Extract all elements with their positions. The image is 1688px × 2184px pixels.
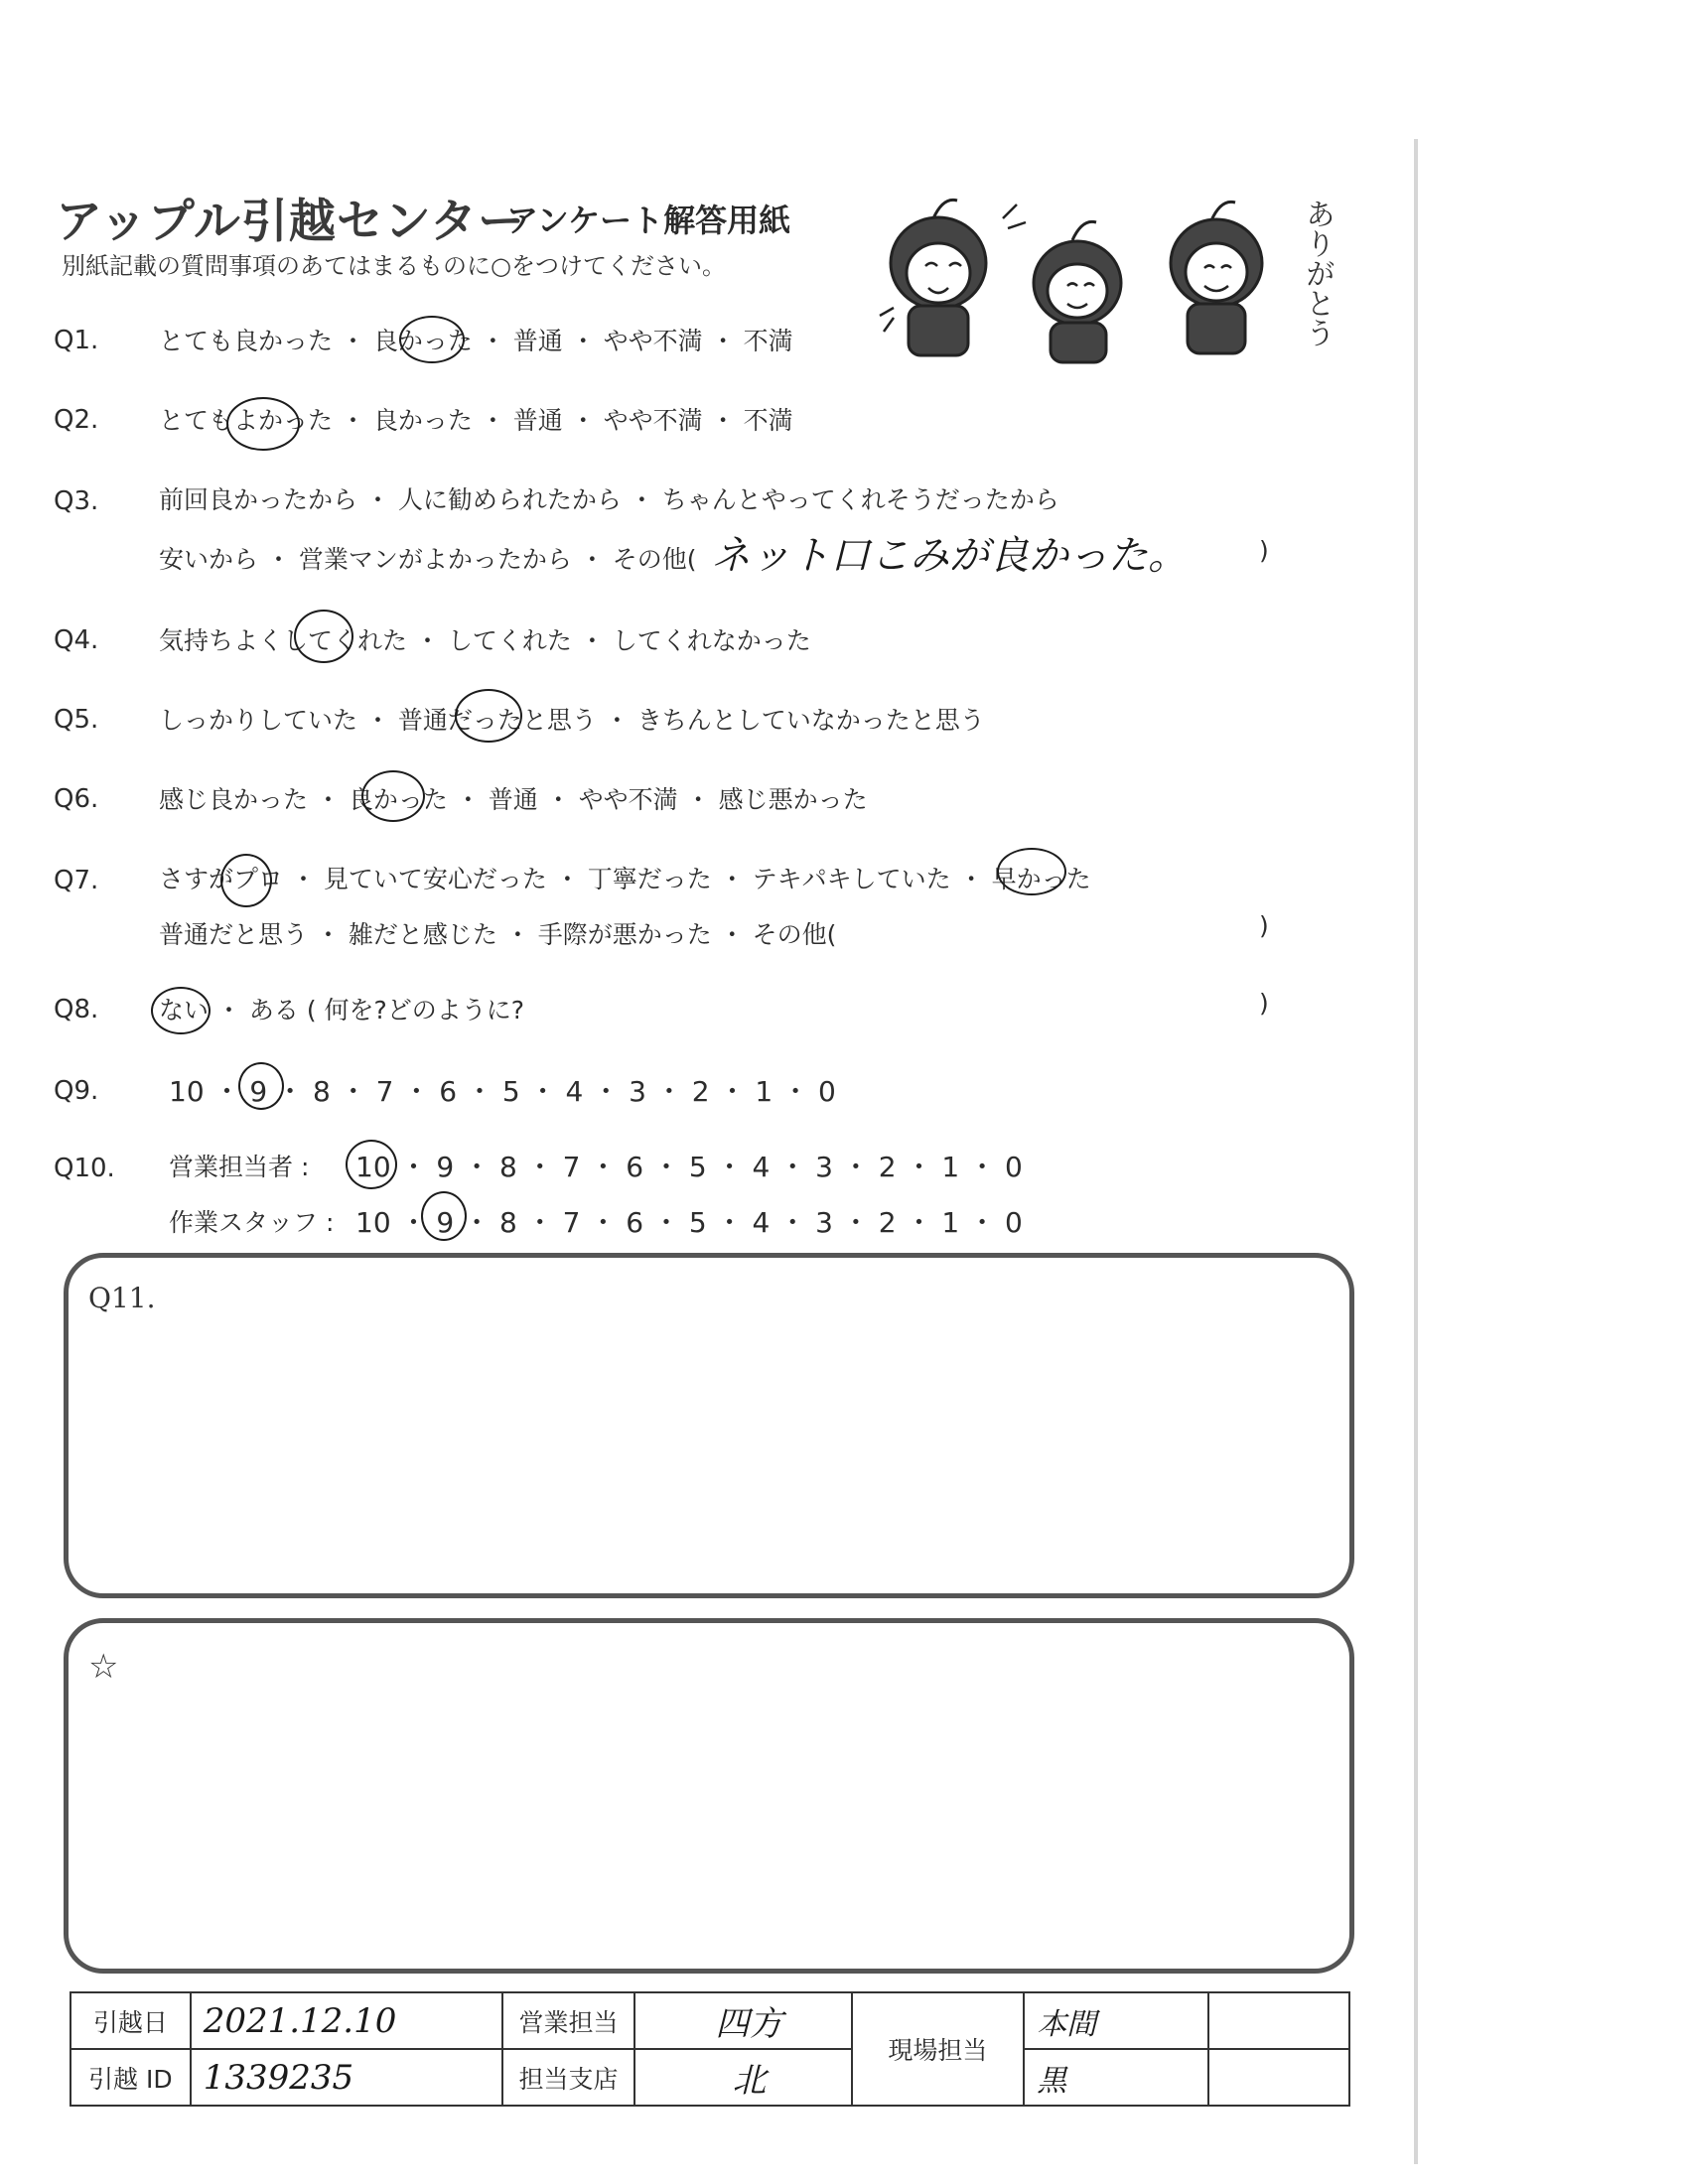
star-box-label: ☆ xyxy=(88,1647,119,1687)
q1-label: Q1. xyxy=(54,326,99,355)
q9-selected-circle[interactable] xyxy=(238,1062,284,1110)
q11-box-label: Q11. xyxy=(88,1282,156,1314)
branch-label: 担当支店 xyxy=(502,2049,635,2106)
site-rep-extra-cell-2[interactable] xyxy=(1208,2049,1349,2106)
q7-close-paren: ) xyxy=(1259,911,1269,940)
q3-label: Q3. xyxy=(54,486,99,516)
q11-comment-box[interactable] xyxy=(64,1253,1354,1598)
q10-sales-label: 営業担当者 : xyxy=(169,1153,310,1181)
q6-selected-circle[interactable] xyxy=(361,770,425,822)
q5-label: Q5. xyxy=(54,705,99,735)
q10-sales-scale: 10 ・ 9 ・ 8 ・ 7 ・ 6 ・ 5 ・ 4 ・ 3 ・ 2 ・ 1 ・ 0 xyxy=(355,1151,1023,1183)
q7-selected-circle-2[interactable] xyxy=(997,848,1066,895)
scan-page-edge xyxy=(1414,139,1418,2164)
q10-staff-label: 作業スタッフ : xyxy=(169,1208,335,1237)
sales-rep-label: 営業担当 xyxy=(502,1992,635,2049)
q5-selected-circle[interactable] xyxy=(455,689,522,743)
q9-label: Q9. xyxy=(54,1076,99,1106)
q5-options: しっかりしていた ・ 普通だったと思う ・ きちんとしていなかったと思う xyxy=(159,706,985,735)
q7-options-line1: さすがプロ ・ 見ていて安心だった ・ 丁寧だった ・ テキパキしていた ・ 早かった xyxy=(159,865,1091,893)
q3-options-line1: 前回良かったから ・ 人に勧められたから ・ ちゃんとやってくれそうだったから xyxy=(159,485,1059,514)
q7-selected-circle-1[interactable] xyxy=(220,854,272,907)
q7-label: Q7. xyxy=(54,866,99,895)
site-rep-value-1[interactable]: 本間 xyxy=(1024,1992,1208,2049)
instruction-text: 別紙記載の質問事項のあてはまるものに○をつけてください。 xyxy=(62,252,726,280)
move-id-value[interactable]: 1339235 xyxy=(191,2049,502,2106)
q2-options: とてもよかった ・ 良かった ・ 普通 ・ やや不満 ・ 不満 xyxy=(159,406,793,435)
site-rep-value-2[interactable]: 黒 xyxy=(1024,2049,1208,2106)
q2-label: Q2. xyxy=(54,405,99,435)
branch-value[interactable]: 北 xyxy=(634,2049,851,2106)
move-info-table xyxy=(70,1991,1350,2107)
q8-selected-circle[interactable] xyxy=(151,987,211,1034)
q4-label: Q4. xyxy=(54,625,99,655)
q3-other-handwritten[interactable]: ネット口こみが良かった。 xyxy=(711,533,1188,579)
company-name: アップル引越センター xyxy=(56,195,525,249)
site-rep-label: 現場担当 xyxy=(852,1992,1025,2106)
q2-selected-circle[interactable] xyxy=(226,397,300,451)
star-comment-box[interactable] xyxy=(64,1618,1354,1974)
q10-sales-selected-circle[interactable] xyxy=(346,1140,397,1189)
q6-label: Q6. xyxy=(54,784,99,814)
q10-staff-scale: 10 ・ 9 ・ 8 ・ 7 ・ 6 ・ 5 ・ 4 ・ 3 ・ 2 ・ 1 ・ 0 xyxy=(355,1206,1023,1239)
monkey-mascots-illustration xyxy=(864,179,1331,367)
q9-scale: 10 ・ 9 ・ 8 ・ 7 ・ 6 ・ 5 ・ 4 ・ 3 ・ 2 ・ 1 ・ 0 xyxy=(169,1075,836,1108)
q1-options: とても良かった ・ 良かった ・ 普通 ・ やや不満 ・ 不満 xyxy=(159,327,793,355)
q10-label: Q10. xyxy=(54,1154,115,1183)
move-date-label: 引越日 xyxy=(70,1992,191,2049)
arigatou-caption: ありがとう xyxy=(1300,199,1335,347)
q4-selected-circle[interactable] xyxy=(294,610,353,663)
q3-options-line2: 安いから ・ 営業マンがよかったから ・ その他( xyxy=(159,545,697,574)
q4-options: 気持ちよくしてくれた ・ してくれた ・ してくれなかった xyxy=(159,626,811,655)
sales-rep-value[interactable]: 四方 xyxy=(634,1992,851,2049)
site-rep-extra-cell-1[interactable] xyxy=(1208,1992,1349,2049)
q8-close-paren: ) xyxy=(1259,989,1269,1018)
q8-options: ない ・ ある ( 何を?どのように? xyxy=(159,996,525,1024)
form-title: アンケート解答用紙 xyxy=(506,202,791,239)
q10-staff-selected-circle[interactable] xyxy=(421,1191,467,1241)
q8-label: Q8. xyxy=(54,995,99,1024)
move-id-label: 引越 ID xyxy=(70,2049,191,2106)
q3-close-paren: ) xyxy=(1259,536,1269,565)
q1-selected-circle[interactable] xyxy=(399,316,465,363)
q7-options-line2: 普通だと思う ・ 雑だと感じた ・ 手際が悪かった ・ その他( xyxy=(159,920,837,949)
move-date-value[interactable]: 2021.12.10 xyxy=(191,1992,502,2049)
q6-options: 感じ良かった ・ 良かった ・ 普通 ・ やや不満 ・ 感じ悪かった xyxy=(159,785,868,814)
